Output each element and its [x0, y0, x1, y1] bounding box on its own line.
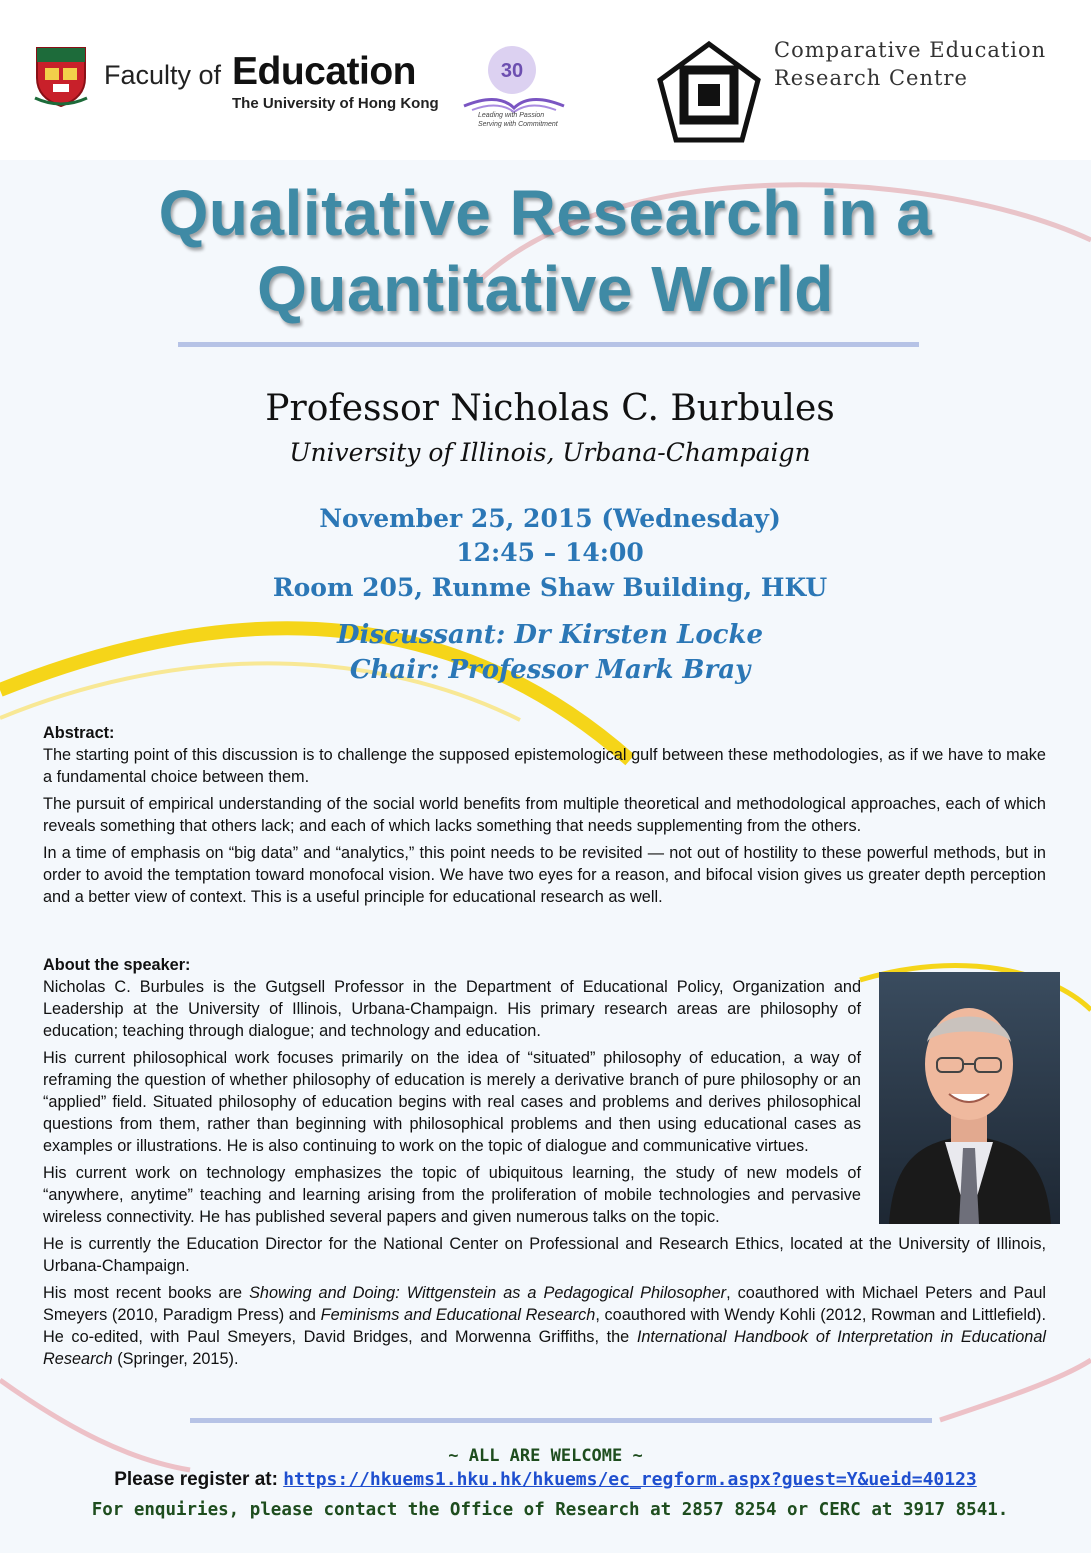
about-paragraph: He is currently the Education Director for the National Center on Professional and Research Ethics, located at the University of Illinois, Urbana-Champaign. [43, 1235, 1046, 1275]
event-date: November 25, 2015 (Wednesday) [319, 504, 781, 533]
speaker-affiliation: University of Illinois, Urbana-Champaign [289, 438, 811, 467]
event-chair: Chair: Professor Mark Bray [349, 655, 751, 685]
cerc-name-line2: Research Centre [774, 66, 968, 90]
abstract-paragraph: The pursuit of empirical understanding of the social world benefits from multiple theoretical and methodological approaches, each of which reveals something that others lack; and each of which lacks something that needs supplementing from the others. [43, 795, 1046, 835]
anniversary-number: 30 [500, 60, 524, 82]
books-text: , coauthored with Michael Peters and Paul Smeyers (2010, Paradigm Press) and [43, 1284, 1046, 1324]
abstract-section [43, 722, 1046, 913]
anniversary-tagline-1: Leading with Passion [478, 112, 545, 119]
about-paragraph-books [43, 1282, 1046, 1370]
cerc-name-line1: Comparative Education [774, 38, 1047, 62]
abstract-paragraph: In a time of emphasis on “big data” and “analytics,” this point needs to be revisited — not out of hostility to these powerful methods, but in order to avoid the temptation toward monofocal vision. We have two eyes for a reason, and bifocal vision gives us greater depth perception and a better view of context. This is a useful principle for educational research as well. [43, 844, 1046, 906]
event-time: 12:45 – 14:00 [456, 538, 644, 567]
books-text: His most recent books are [43, 1284, 250, 1302]
seminar-title-line2: Quantitative World [257, 253, 834, 325]
registration-link[interactable]: https://hkuems1.hku.hk/hkuems/ec_regform.aspx?guest=Y&ueid=40123 [283, 1469, 977, 1490]
book-title: Showing and Doing: Wittgenstein as a Pedagogical Philosopher [249, 1284, 727, 1302]
seminar-title-line1: Qualitative Research in a [158, 177, 933, 249]
books-text: , coauthored with Wendy Kohli (2012, Rowman and Littlefield). He co-edited, with Paul Smeyers, David Bridges, and Morwenna Griffiths, the [43, 1306, 1046, 1346]
hku-crest-logo [33, 44, 89, 108]
book-title: International Handbook of Interpretation in Educational Research [43, 1328, 1046, 1368]
cerc-logo [654, 40, 764, 148]
university-name-text: The University of Hong Kong [232, 95, 439, 112]
enquiry-text: For enquiries, please contact the Office of Research at 2857 8254 or CERC at 3917 8541. [91, 1500, 1009, 1520]
faculty-of-text: Faculty of [104, 60, 222, 90]
anniversary-tagline-2: Serving with Commitment [478, 121, 558, 128]
abstract-heading: Abstract: [43, 724, 115, 742]
register-label: Please register at: [114, 1469, 284, 1490]
faculty-education-text: Education [232, 50, 417, 93]
registration-line [0, 1469, 1091, 1491]
about-paragraph: Nicholas C. Burbules is the Gutgsell Professor in the Department of Educational Policy, Organization and Leadership at the University of Illinois, Urbana-Champaign. His primary research areas are philosophy of education; teaching through dialogue; and technology and education. [43, 978, 861, 1040]
about-paragraph: His current work on technology emphasizes the topic of ubiquitous learning, the study of new models of “anywhere, anytime” teaching and learning arising from the proliferation of mobile technologies and pervasive wireless connectivity. He has published several papers and given numerous talks on the topic. [43, 1164, 861, 1226]
about-paragraph: His current philosophical work focuses primarily on the idea of “situated” philosophy of education, a way of reframing the question of whether philosophy of education is merely a derivative branch of pure philosophy or an “applied” field. Situated philosophy of education begins with real cases and problems and derives philosophical questions from them, rather than beginning with philosophical problems and then using educational cases as examples or illustrations. He is also continuing to work on the topic of dialogue and communicative virtues. [43, 1049, 861, 1155]
event-discussant: Discussant: Dr Kirsten Locke [336, 620, 764, 650]
about-heading: About the speaker: [43, 956, 191, 974]
footer-divider [190, 1418, 932, 1423]
title-divider [178, 342, 919, 347]
speaker-name: Professor Nicholas C. Burbules [265, 388, 835, 429]
books-text: (Springer, 2015). [112, 1350, 239, 1368]
book-title: Feminisms and Educational Research [320, 1306, 596, 1324]
event-venue: Room 205, Runme Shaw Building, HKU [272, 573, 828, 602]
abstract-paragraph: The starting point of this discussion is to challenge the supposed epistemological gulf between these methodologies, as if we have to make a fundamental choice between them. [43, 746, 1046, 786]
speaker-photo [879, 972, 1060, 1224]
all-welcome-text: ~ ALL ARE WELCOME ~ [448, 1446, 643, 1466]
